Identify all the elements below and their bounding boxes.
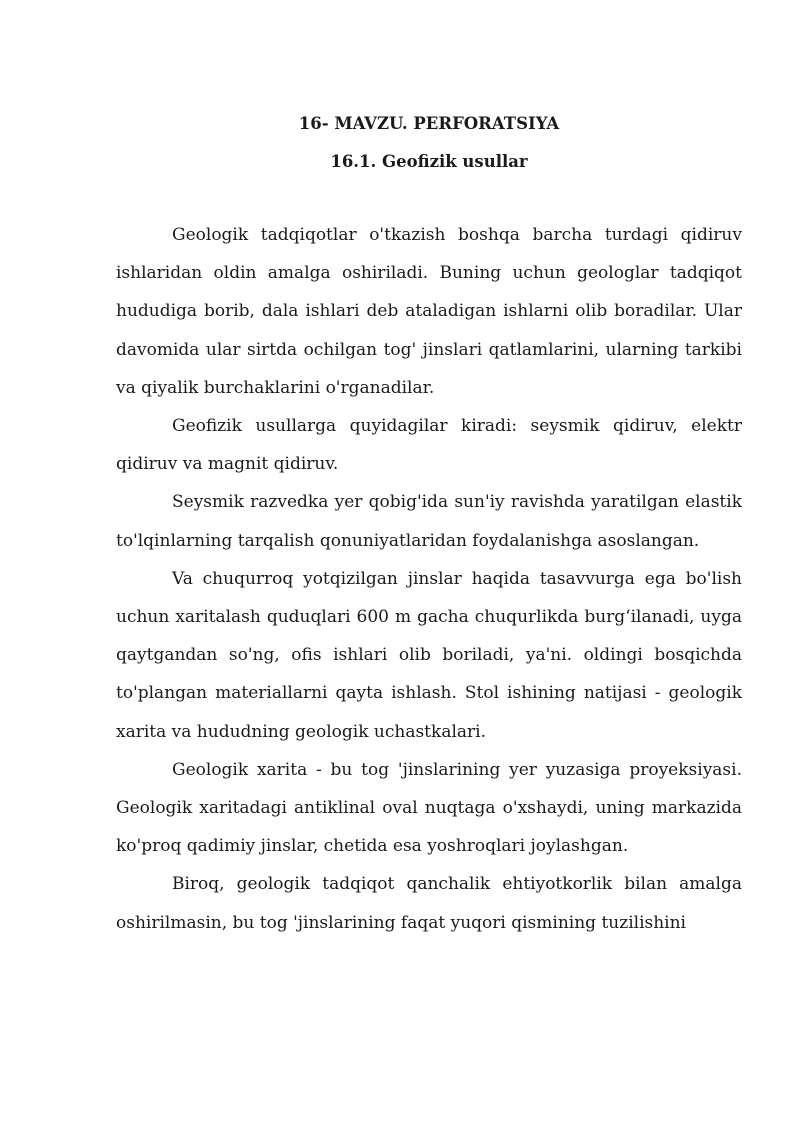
paragraph-5: Geologik xarita - bu tog 'jinslarining yer yuzasiga proyeksiyasi. Geologik xaritadagi antiklinal oval nuqtaga o'xshaydi, uning markazida ko'proq qadimiy jinslar, chetida esa yoshroqlari joylashgan. xyxy=(116,759,742,857)
paragraph-1: Geologik tadqiqotlar o'tkazish boshqa barcha turdagi qidiruv ishlaridan oldin amalga oshiriladi. Buning uchun geologlar tadqiqot hududiga borib, dala ishlari deb ataladigan ishlarni olib boradilar. Ular davomida ular sirtda ochilgan tog' jinslari qatlamlarini, ularning tarkibi va qiyalik burchaklarini o'rganadilar. xyxy=(116,225,742,398)
paragraph-3: Seysmik razvedka yer qobig'ida sun'iy ravishda yaratilgan elastik to'lqinlarning tarqalish qonuniyatlaridan foydalanishga asoslangan. xyxy=(116,492,742,551)
paragraph-2: Geofizik usullarga quyidagilar kiradi: seysmik qidiruv, elektr qidiruv va magnit qidiruv. xyxy=(116,416,742,475)
page-title: 16- MAVZU. PERFORATSIYA xyxy=(298,114,560,133)
document-page xyxy=(116,112,742,942)
section-subtitle: 16.1. Geofizik usullar xyxy=(330,152,528,171)
paragraph-6: Biroq, geologik tadqiqot qanchalik ehtiyotkorlik bilan amalga oshirilmasin, bu tog 'jinslarining faqat yuqori qismining tuzilishini xyxy=(116,874,742,933)
paragraph-4: Va chuqurroq yotqizilgan jinslar haqida tasavvurga ega bo'lish uchun xaritalash quduqlari 600 m gacha chuqurlikda burg‘ilanadi, uyga qaytgandan so'ng, ofis ishlari olib boriladi, ya'ni. oldingi bosqichda to'plangan materiallarni qayta ishlash. Stol ishining natijasi - geologik xarita va hududning geologik uchastkalari. xyxy=(116,568,742,742)
